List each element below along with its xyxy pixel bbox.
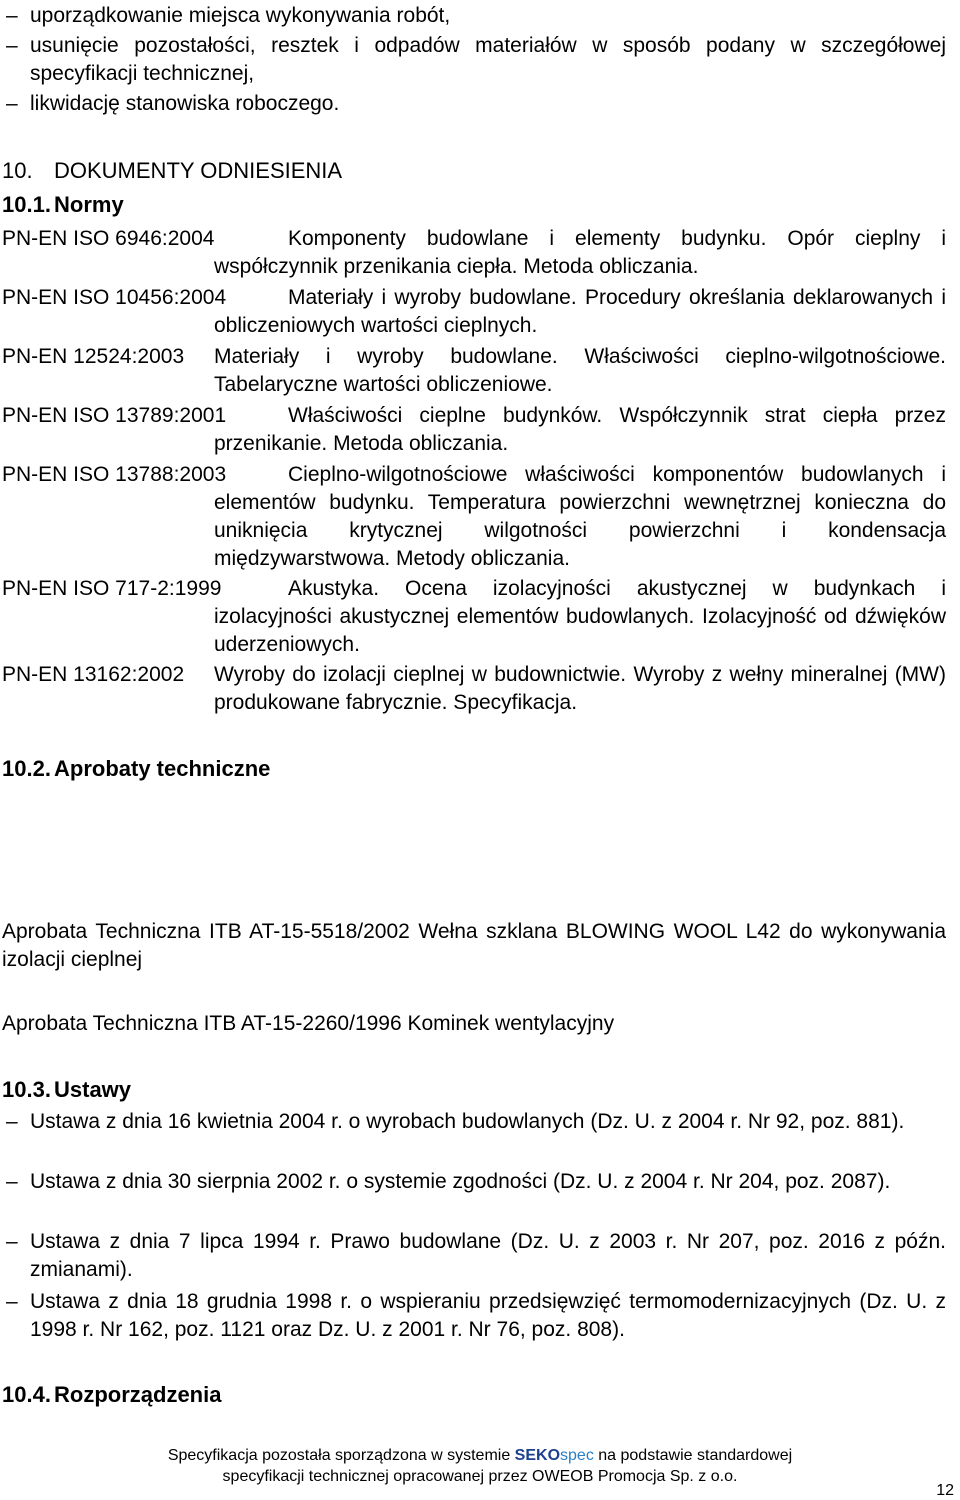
norm-code: PN-EN ISO 717-2:1999 xyxy=(2,577,222,600)
law-item xyxy=(0,1108,946,1136)
norm-entry xyxy=(2,343,946,399)
dash-bullet: – xyxy=(6,1290,18,1313)
dash-bullet: – xyxy=(6,1230,18,1253)
dash-bullet: – xyxy=(6,1170,18,1193)
law-text: Ustawa z dnia 30 sierpnia 2002 r. o systemie zgodności (Dz. U. z 2004 r. Nr 204, poz. 2087). xyxy=(30,1170,891,1193)
list-item-text: uporządkowanie miejsca wykonywania robót, xyxy=(30,4,451,27)
section-heading-10 xyxy=(2,157,342,185)
section-title: Ustawy xyxy=(54,1077,132,1102)
footer-line-1 xyxy=(0,1445,960,1466)
section-title: Rozporządzenia xyxy=(54,1382,222,1407)
sekospec-logo-seko: SEKO xyxy=(514,1447,561,1464)
norm-code: PN-EN 13162:2002 xyxy=(2,663,185,686)
norm-code: PN-EN ISO 13788:2003 xyxy=(2,463,227,486)
footer-text: Specyfikacja pozostała sporządzona w systemie xyxy=(167,1447,515,1464)
list-item xyxy=(0,2,946,30)
norm-entry xyxy=(2,225,946,281)
section-number: 10.4. xyxy=(2,1382,51,1407)
section-number: 10.3. xyxy=(2,1077,51,1102)
law-item xyxy=(0,1168,946,1196)
norm-description: Cieplno-wilgotnościowe właściwości komponentów budowlanych i elementów budynku. Temperatura powierzchni wewnętrznej konieczna do uniknięcia krytycznej wilgotności powierzchni i kondensacja międzywarstwowa. Metody obliczania. xyxy=(214,463,946,570)
section-heading-10-2 xyxy=(2,755,270,783)
approval-entry: Aprobata Techniczna ITB AT-15-2260/1996 Kominek wentylacyjny xyxy=(2,1012,615,1035)
norm-entry xyxy=(2,575,946,659)
norm-entry xyxy=(2,284,946,340)
sekospec-logo-spec: spec xyxy=(560,1447,594,1464)
list-item-text: likwidację stanowiska roboczego. xyxy=(30,92,340,115)
norm-description: Wyroby do izolacji cieplnej w budownictwie. Wyroby z wełny mineralnej (MW) produkowane fabrycznie. Specyfikacja. xyxy=(214,663,946,714)
norm-description: Akustyka. Ocena izolacyjności akustycznej w budynkach i izolacyjności akustycznej elementów budowlanych. Izolacyjność od dźwięków uderzeniowych. xyxy=(214,577,946,656)
dash-bullet: – xyxy=(6,4,18,27)
section-number: 10. xyxy=(2,158,33,183)
dash-bullet: – xyxy=(6,34,18,57)
dash-bullet: – xyxy=(6,92,18,115)
dash-bullet: – xyxy=(6,1110,18,1133)
norm-entry xyxy=(2,461,946,573)
section-title: Aprobaty techniczne xyxy=(54,756,271,781)
section-heading-10-4 xyxy=(2,1381,221,1409)
norm-code: PN-EN ISO 13789:2001 xyxy=(2,404,227,427)
norm-entry xyxy=(2,402,946,458)
section-title: DOKUMENTY ODNIESIENIA xyxy=(54,158,343,183)
section-title: Normy xyxy=(54,192,124,217)
section-heading-10-1 xyxy=(2,191,124,219)
law-item xyxy=(0,1228,946,1284)
law-text: Ustawa z dnia 16 kwietnia 2004 r. o wyrobach budowlanych (Dz. U. z 2004 r. Nr 92, poz. 881). xyxy=(30,1110,905,1133)
norm-code: PN-EN ISO 10456:2004 xyxy=(2,286,227,309)
page-number: 12 xyxy=(936,1482,954,1499)
law-text: Ustawa z dnia 7 lipca 1994 r. Prawo budowlane (Dz. U. z 2003 r. Nr 207, poz. 2016 z późn. zmianami). xyxy=(30,1230,946,1281)
section-heading-10-3 xyxy=(2,1076,131,1104)
norm-entry xyxy=(2,661,946,717)
section-number: 10.2. xyxy=(2,756,51,781)
list-item xyxy=(0,90,946,118)
footer-text: na podstawie standardowej xyxy=(593,1447,793,1464)
norm-description: Materiały i wyroby budowlane. Procedury określania deklarowanych i obliczeniowych wartości cieplnych. xyxy=(214,286,946,337)
norm-description: Komponenty budowlane i elementy budynku. Opór cieplny i współczynnik przenikania ciepła. Metoda obliczania. xyxy=(214,227,946,278)
law-text: Ustawa z dnia 18 grudnia 1998 r. o wspieraniu przedsięwzięć termomodernizacyjnych (Dz. U. z 1998 r. Nr 162, poz. 1121 oraz Dz. U. z 2001 r. Nr 76, poz. 808). xyxy=(30,1290,946,1341)
norm-description: Materiały i wyroby budowlane. Właściwości cieplno-wilgotnościowe. Tabelaryczne wartości obliczeniowe. xyxy=(214,345,946,396)
norm-code: PN-EN 12524:2003 xyxy=(2,345,185,368)
law-item xyxy=(0,1288,946,1344)
norm-description: Właściwości cieplne budynków. Współczynnik strat ciepła przez przenikanie. Metoda obliczania. xyxy=(214,404,946,455)
list-item-text: usunięcie pozostałości, resztek i odpadów materiałów w sposób podany w szczegółowej specyfikacji technicznej, xyxy=(30,34,946,85)
list-item xyxy=(0,32,946,88)
approval-entry: Aprobata Techniczna ITB AT-15-5518/2002 Wełna szklana BLOWING WOOL L42 do wykonywania izolacji cieplnej xyxy=(2,920,946,971)
section-number: 10.1. xyxy=(2,192,51,217)
footer-line-2: specyfikacji technicznej opracowanej przez OWEOB Promocja Sp. z o.o. xyxy=(222,1468,738,1485)
norm-code: PN-EN ISO 6946:2004 xyxy=(2,227,215,250)
